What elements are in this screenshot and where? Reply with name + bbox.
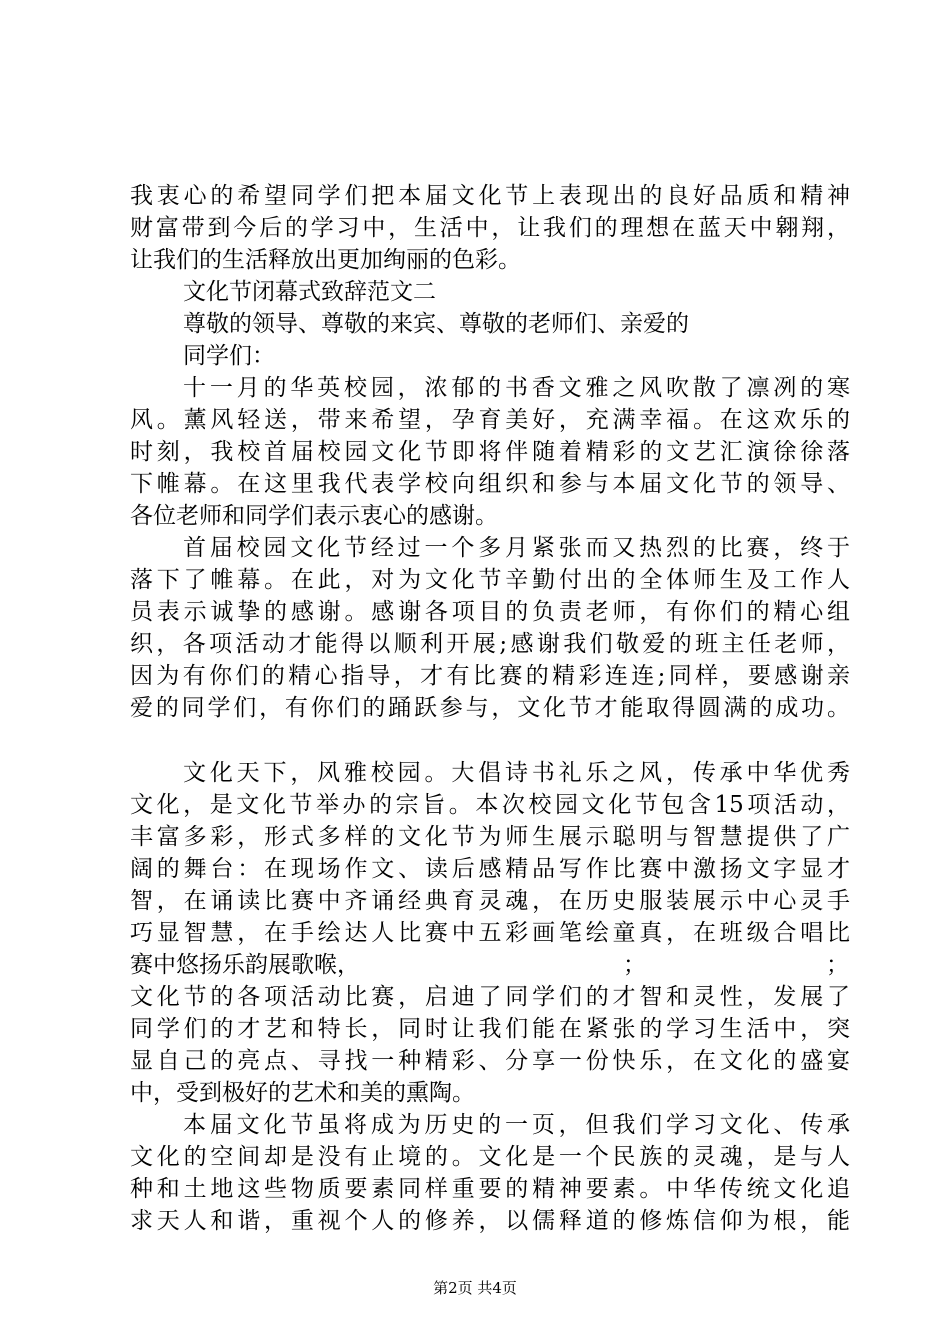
text-line: 员表示诚挚的感谢。感谢各项目的负责老师，有你们的精心组: [130, 599, 850, 625]
text-line: 十一月的华英校园，浓郁的书香文雅之风吹散了凛冽的寒: [183, 375, 850, 401]
text-line: 本届文化节虽将成为历史的一页，但我们学习文化、传承: [183, 1112, 850, 1138]
text-line: 下帷幕。在这里我代表学校向组织和参与本届文化节的领导、: [130, 471, 850, 497]
text-line: 文化，是文化节举办的宗旨。本次校园文化节包含15项活动，: [130, 792, 850, 818]
text-line: 文化的空间却是没有止境的。文化是一个民族的灵魂，是与人: [130, 1144, 850, 1170]
text-line: 因为有你们的精心指导，才有比赛的精彩连连;同样，要感谢亲: [130, 663, 850, 689]
text-line: 文化节的各项活动比赛，启迪了同学们的才智和灵性，发展了: [130, 984, 850, 1010]
text-line: 财富带到今后的学习中，生活中，让我们的理想在蓝天中翱翔，: [130, 215, 850, 241]
semicolon: ；: [623, 952, 646, 978]
semicolon: ；: [826, 952, 849, 978]
text-line: 赛中悠扬乐韵展歌喉，: [130, 952, 360, 978]
text-line: 首届校园文化节经过一个多月紧张而又热烈的比赛，终于: [183, 535, 850, 561]
text-line: 显自己的亮点、寻找一种精彩、分享一份快乐，在文化的盛宴: [130, 1048, 850, 1074]
text-line: 爱的同学们，有你们的踊跃参与，文化节才能取得圆满的成功。: [130, 695, 850, 721]
text-line: 智，在诵读比赛中齐诵经典育灵魂，在历史服装展示中心灵手: [130, 888, 850, 914]
text-line: 中，受到极好的艺术和美的熏陶。: [130, 1080, 475, 1106]
salutation: 尊敬的领导、尊敬的来宾、尊敬的老师们、亲爱的: [183, 311, 689, 337]
text-line: 让我们的生活释放出更加绚丽的色彩。: [130, 247, 521, 273]
text-line: 时刻，我校首届校园文化节即将伴随着精彩的文艺汇演徐徐落: [130, 439, 850, 465]
salutation: 同学们：: [183, 343, 275, 369]
text-line: 丰富多彩，形式多样的文化节为师生展示聪明与智慧提供了广: [130, 824, 850, 850]
text-line: 落下了帷幕。在此，对为文化节辛勤付出的全体师生及工作人: [130, 567, 850, 593]
section-heading: 文化节闭幕式致辞范文二: [183, 279, 436, 305]
text-line: 各位老师和同学们表示衷心的感谢。: [130, 503, 498, 529]
text-line: 风。薰风轻送，带来希望，孕育美好，充满幸福。在这欢乐的: [130, 407, 850, 433]
text-line: 阔的舞台：在现场作文、读后感精品写作比赛中激扬文字显才: [130, 856, 850, 882]
text-line: 织，各项活动才能得以顺利开展;感谢我们敬爱的班主任老师，: [130, 631, 850, 657]
text-line: 我衷心的希望同学们把本届文化节上表现出的良好品质和精神: [130, 183, 850, 209]
text-line: 求天人和谐，重视个人的修养，以儒释道的修炼信仰为根，能: [130, 1208, 850, 1234]
text-line: 巧显智慧，在手绘达人比赛中五彩画笔绘童真，在班级合唱比: [130, 920, 850, 946]
text-line: 同学们的才艺和特长，同时让我们能在紧张的学习生活中，突: [130, 1016, 850, 1042]
text-line: 种和土地这些物质要素同样重要的精神要素。中华传统文化追: [130, 1176, 850, 1202]
page-footer: 第2页 共4页: [433, 1279, 517, 1297]
text-line: 文化天下，风雅校园。大倡诗书礼乐之风，传承中华优秀: [183, 760, 850, 786]
